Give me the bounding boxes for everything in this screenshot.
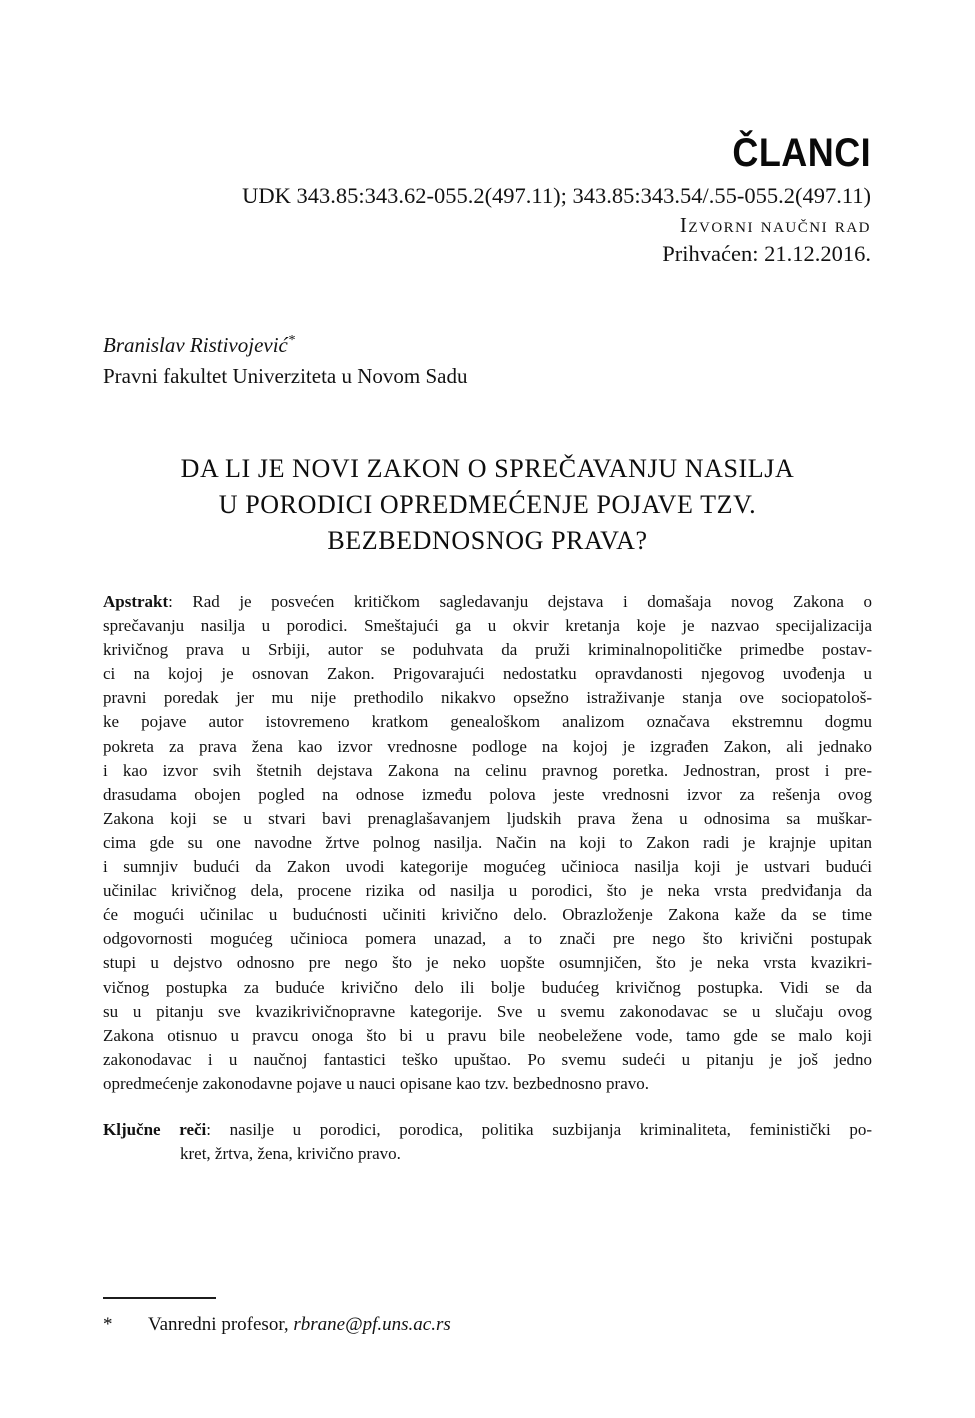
abstract-line: stupi u dejstvo odnosno pre nego što je neko uopšte osumnjičen, što je neka vrsta kvazikri-	[103, 953, 872, 973]
abstract-line	[103, 590, 872, 614]
author-block	[103, 330, 468, 392]
abstract-line: Zakona koji se u stvari bavi prenaglašavanjem ljudskih prava žena u odnosima sa muškar-	[103, 808, 872, 828]
abstract-line: zakonodavac i u naučnoj fantastici teško upuštao. Po svemu sudeći u pitanju je još jedno	[103, 1049, 872, 1069]
footnote-rule	[103, 1297, 216, 1299]
abstract-line: drasudama obojen pogled na odnose između polova jeste vrednosni izvor za rešenja ovog	[103, 784, 872, 804]
abstract-line: pokreta za prava žena kao izvor vrednosne podloge na kojoj je izgrađen Zakon, ali jednako	[103, 736, 872, 756]
article-type: Izvorni naučni rad	[679, 213, 871, 237]
article-title	[103, 451, 872, 559]
author-name: Branislav Ristivojević	[103, 333, 288, 357]
article-header	[242, 131, 871, 269]
abstract-line: Zakona otisnuo u pravcu onoga što bi u pravu bile neobeležene vode, tamo gde se malo koji	[103, 1025, 872, 1045]
keywords-line: kret, žrtva, žena, krivično pravo.	[180, 1144, 401, 1164]
abstract-text: Rad je posvećen kritičkom sagledavanju dejstava i domašaja novog Zakona o	[192, 592, 872, 611]
abstract-line: učinilac krivičnog dela, procene rizika od nasilja u porodici, što je neka vrsta predviđanja da	[103, 881, 872, 901]
article-title-line: U PORODICI OPREDMEĆENJE POJAVE TZV.	[218, 490, 757, 519]
abstract-label: Apstrakt	[103, 592, 169, 611]
keywords	[103, 1118, 872, 1166]
abstract-label-colon: :	[168, 592, 193, 611]
author-affiliation: Pravni fakultet Univerziteta u Novom Sadu	[103, 364, 468, 388]
abstract-line: odgovornosti mogućeg učinioca pomera unazad, a to znači pre nego što krivični postupak	[103, 929, 872, 949]
article-title-line: BEZBEDNOSNOG PRAVA?	[327, 526, 648, 555]
abstract-line: cima gde su one navodne žrtve polnog nasilja. Način na koji to Zakon radi je krajnje upitan	[103, 832, 872, 852]
footnote	[103, 1297, 872, 1338]
footnote-text: Vanredni profesor,	[148, 1314, 294, 1335]
abstract-line: i kao izvor svih štetnih dejstava Zakona na celinu pravnog poretka. Jednostran, prost i pre-	[103, 760, 872, 780]
footnote-text-wrap	[148, 1312, 451, 1338]
abstract-line: sprečavanju nasilja u porodici. Smeštajući ga u okvir kretanja koje je nazvao specijalizacija	[103, 616, 872, 636]
udk-number: UDK 343.85:343.62-055.2(497.11); 343.85:343.54/.55-055.2(497.11)	[242, 183, 871, 208]
abstract-line: će mogući učinilac u budućnosti učiniti krivično delo. Obrazloženje Zakona kaže da se time	[103, 905, 872, 925]
acceptance-date: Prihvaćen: 21.12.2016.	[662, 241, 871, 266]
article-title-line: DA LI JE NOVI ZAKON O SPREČAVANJU NASILJA	[180, 454, 795, 483]
abstract-line: ke pojave autor istovremeno kratkom genealoškom analizom označava ekstremnu dogmu	[103, 712, 872, 732]
author-footnote-mark: *	[287, 333, 295, 348]
abstract-line: opredmećenje zakonodavne pojave u nauci opisane kao tzv. bezbednosno pravo.	[103, 1073, 649, 1093]
abstract	[103, 590, 872, 1096]
abstract-line: su u pitanju sve kvazikrivičnopravne kategorije. Sve u svemu zakonodavac se u slučaju ovog	[103, 1001, 872, 1021]
abstract-line: pravni poredak jer mu nije prethodilo nikakvo opsežno istraživanje stanja ove sociopatološ-	[103, 688, 872, 708]
keywords-line	[103, 1118, 872, 1142]
abstract-line: vičnog postupka za buduće krivično delo ili bolje budućeg krivičnog postupka. Vidi se da	[103, 977, 872, 997]
keywords-text: nasilje u porodici, porodica, politika suzbijanja kriminaliteta, feministički po-	[229, 1120, 872, 1139]
author-name-line	[103, 330, 468, 361]
abstract-line: krivičnog prava u Srbiji, autor se poduhvata da pruži kriminalnopolitičke primedbe postav-	[103, 640, 872, 660]
abstract-line: ci na kojoj je osnovan Zakon. Prigovarajući nedostatku opravdanosti njegovog uvođenja u	[103, 664, 872, 684]
keywords-label-colon: :	[206, 1120, 230, 1139]
footnote-mark: *	[103, 1314, 113, 1335]
footnote-row	[103, 1312, 872, 1338]
journal-section-heading	[242, 131, 871, 176]
footnote-email: rbrane@pf.uns.ac.rs	[293, 1314, 451, 1335]
journal-section-label: ČLANCI	[732, 131, 871, 175]
abstract-line: i sumnjiv budući da Zakon uvodi kategorije mogućeg učinioca nasilja koji je ustvari budući	[103, 857, 872, 877]
keywords-label: Ključne reči	[103, 1120, 207, 1139]
